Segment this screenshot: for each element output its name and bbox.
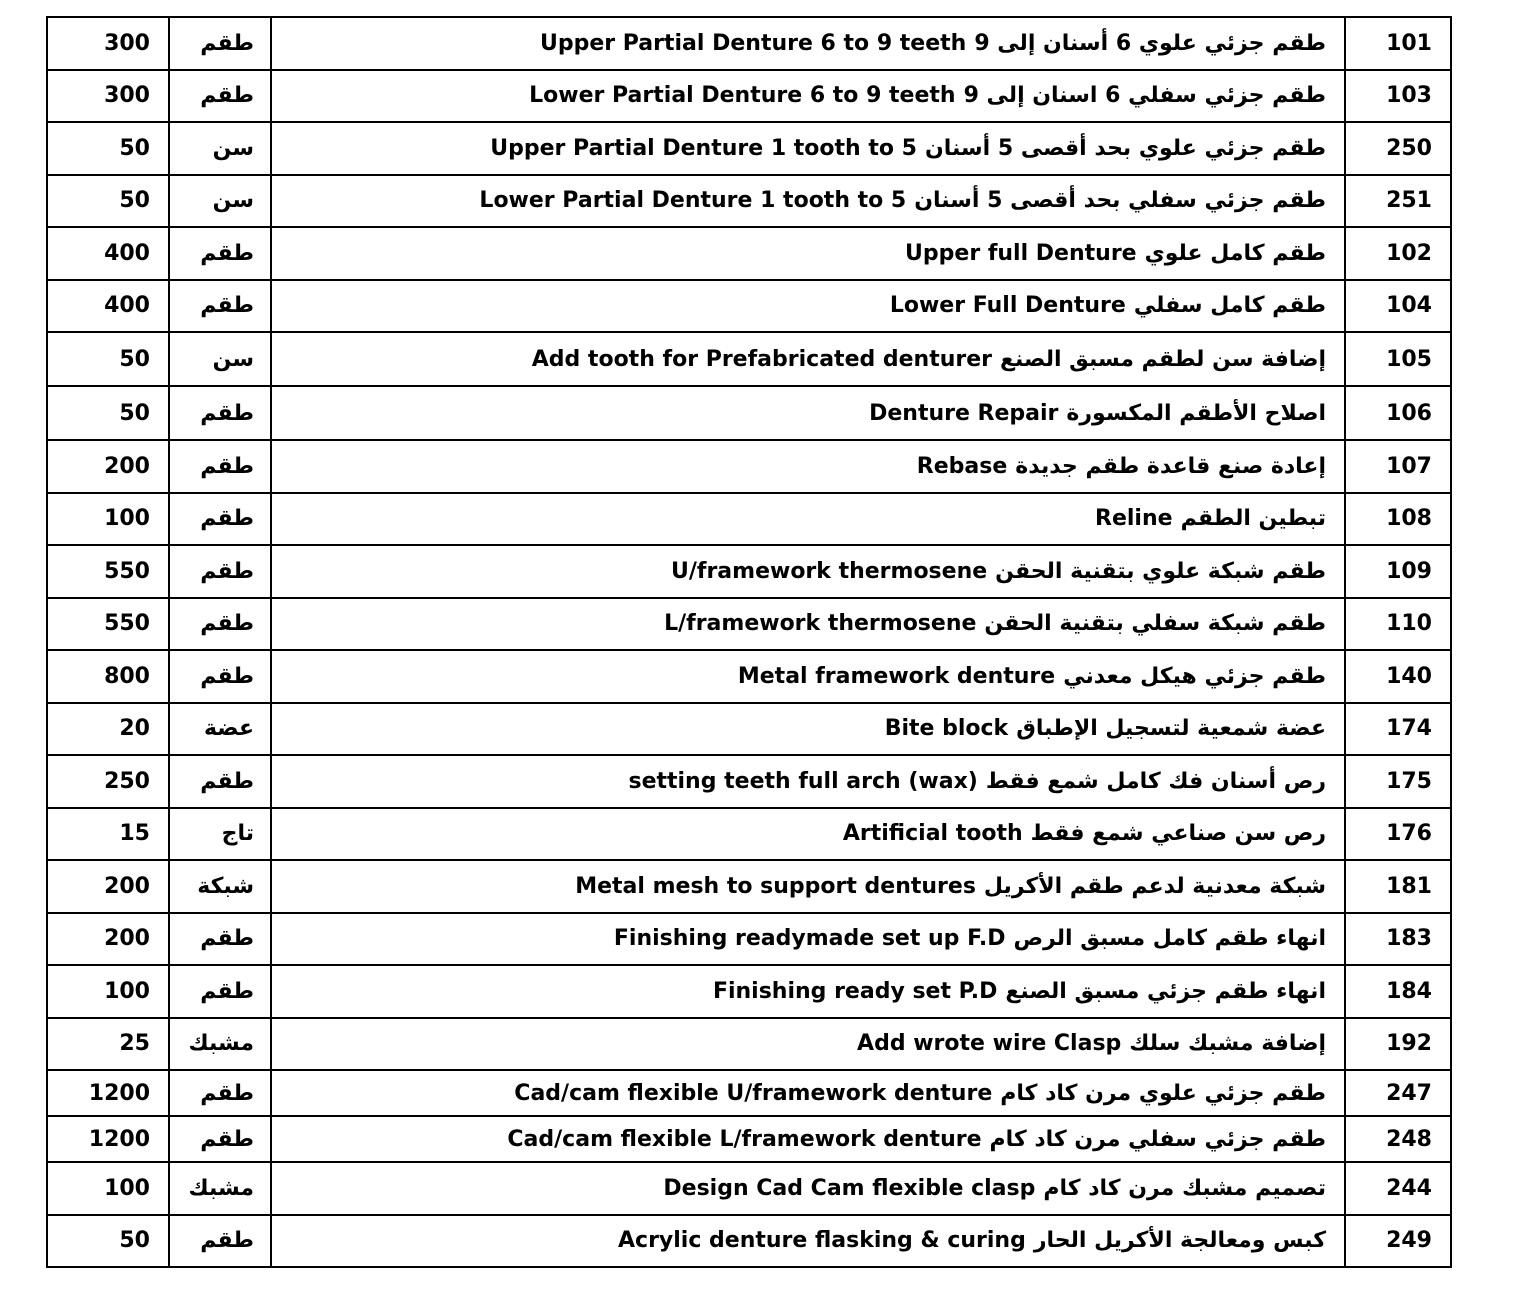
price-cell: 100 [47,965,169,1018]
code-cell: 183 [1345,913,1451,966]
unit-cell: عضة [169,703,271,756]
price-cell: 800 [47,650,169,703]
description-english: Finishing readymade set up F.D [613,926,1006,952]
description-arabic: طقم شبكة سفلي بتقنية الحقن [984,611,1326,637]
table-row [47,965,1451,1018]
description-arabic: اصلاح الأطقم المكسورة [1066,400,1326,426]
description-english: Add tooth for Prefabricated denturer [531,346,993,372]
unit-cell: شبكة [169,860,271,913]
description-cell [271,1116,1345,1162]
price-cell: 50 [47,1215,169,1268]
description-cell [271,440,1345,493]
description-arabic: إضافة مشبك سلك [1129,1031,1326,1057]
price-cell: 20 [47,703,169,756]
code-cell: 247 [1345,1070,1451,1116]
description-arabic: انهاء طقم كامل مسبق الرص [1013,926,1326,952]
description-arabic: طقم جزئي سفلي بحد أقصى 5 أسنان [914,188,1326,214]
description-cell [271,1018,1345,1071]
description-cell [271,755,1345,808]
price-cell: 200 [47,913,169,966]
description-cell [271,703,1345,756]
price-cell: 50 [47,122,169,175]
table-row [47,598,1451,651]
table-row [47,913,1451,966]
description-arabic: إضافة سن لطقم مسبق الصنع [1000,346,1326,372]
code-cell: 109 [1345,545,1451,598]
table-row [47,860,1451,913]
unit-cell: طقم [169,17,271,70]
table-row [47,1162,1451,1215]
description-english: Rebase [916,453,1008,479]
price-cell: 300 [47,17,169,70]
description-english: Metal framework denture [737,663,1056,689]
description-arabic: انهاء طقم جزئي مسبق الصنع [1005,978,1326,1004]
description-english: Lower Partial Denture 6 to 9 teeth [529,83,956,109]
unit-cell: سن [169,332,271,386]
description-arabic: طقم شبكة علوي بتقنية الحقن [995,558,1326,584]
description-cell [271,17,1345,70]
price-cell: 200 [47,440,169,493]
code-cell: 184 [1345,965,1451,1018]
unit-cell: سن [169,175,271,228]
description-english: Add wrote wire Clasp [857,1031,1122,1057]
description-arabic: تصميم مشبك مرن كاد كام [1043,1175,1326,1201]
table-row [47,280,1451,333]
description-cell [271,1070,1345,1116]
description-arabic: رص سن صناعي شمع فقط [1030,821,1326,847]
description-cell [271,965,1345,1018]
unit-cell: طقم [169,913,271,966]
code-cell: 192 [1345,1018,1451,1071]
unit-cell: طقم [169,386,271,440]
description-arabic: تبطين الطقم [1180,506,1326,532]
description-cell [271,808,1345,861]
table-row [47,1215,1451,1268]
price-cell: 300 [47,70,169,123]
description-arabic: إعادة صنع قاعدة طقم جديدة [1015,453,1326,479]
code-cell: 104 [1345,280,1451,333]
table-row [47,703,1451,756]
table-row [47,227,1451,280]
description-cell [271,386,1345,440]
price-cell: 400 [47,227,169,280]
description-arabic: طقم جزئي سفلي مرن كاد كام [989,1126,1326,1152]
code-cell: 103 [1345,70,1451,123]
table-row [47,70,1451,123]
description-cell [271,122,1345,175]
price-cell: 50 [47,386,169,440]
description-english: Design Cad Cam flexible clasp [663,1175,1036,1201]
description-cell [271,860,1345,913]
price-list-body [47,17,1451,1267]
table-row [47,17,1451,70]
description-arabic: طقم جزئي علوي 6 أسنان إلى 9 [974,30,1326,56]
unit-cell: طقم [169,598,271,651]
description-english: Reline [1095,506,1173,532]
price-cell: 250 [47,755,169,808]
description-english: Upper Partial Denture 1 tooth to 5 [490,135,917,161]
code-cell: 248 [1345,1116,1451,1162]
price-cell: 400 [47,280,169,333]
unit-cell: طقم [169,440,271,493]
table-row [47,808,1451,861]
description-arabic: طقم جزئي علوي بحد أقصى 5 أسنان [924,135,1326,161]
price-cell: 15 [47,808,169,861]
description-cell [271,650,1345,703]
unit-cell: مشبك [169,1162,271,1215]
code-cell: 249 [1345,1215,1451,1268]
unit-cell: طقم [169,1116,271,1162]
code-cell: 102 [1345,227,1451,280]
table-row [47,755,1451,808]
code-cell: 244 [1345,1162,1451,1215]
code-cell: 108 [1345,493,1451,546]
description-english: Artificial tooth [842,821,1023,847]
description-english: Bite block [884,716,1009,742]
unit-cell: طقم [169,1215,271,1268]
price-cell: 25 [47,1018,169,1071]
price-cell: 550 [47,545,169,598]
unit-cell: طقم [169,280,271,333]
unit-cell: طقم [169,227,271,280]
description-english: setting teeth full arch (wax) [628,768,978,794]
description-english: U/framework thermosene [670,558,988,584]
unit-cell: طقم [169,1070,271,1116]
description-english: Lower Partial Denture 1 tooth to 5 [479,188,907,214]
code-cell: 105 [1345,332,1451,386]
table-row [47,175,1451,228]
description-cell [271,545,1345,598]
code-cell: 106 [1345,386,1451,440]
price-cell: 50 [47,332,169,386]
description-cell [271,227,1345,280]
description-arabic: طقم كامل علوي [1144,240,1326,266]
price-list-table [46,16,1452,1268]
code-cell: 181 [1345,860,1451,913]
table-row [47,1018,1451,1071]
description-english: L/framework thermosene [664,611,977,637]
description-english: Denture Repair [869,400,1059,426]
description-cell [271,1162,1345,1215]
description-cell [271,70,1345,123]
description-english: Lower Full Denture [889,293,1126,319]
description-arabic: طقم جزئي علوي مرن كاد كام [1000,1080,1326,1106]
description-cell [271,598,1345,651]
price-cell: 100 [47,493,169,546]
table-row [47,122,1451,175]
code-cell: 175 [1345,755,1451,808]
unit-cell: طقم [169,650,271,703]
price-cell: 550 [47,598,169,651]
unit-cell: تاج [169,808,271,861]
code-cell: 140 [1345,650,1451,703]
unit-cell: مشبك [169,1018,271,1071]
description-cell [271,280,1345,333]
code-cell: 251 [1345,175,1451,228]
description-cell [271,175,1345,228]
unit-cell: طقم [169,70,271,123]
unit-cell: طقم [169,965,271,1018]
code-cell: 176 [1345,808,1451,861]
price-cell: 50 [47,175,169,228]
price-cell: 1200 [47,1116,169,1162]
unit-cell: طقم [169,545,271,598]
code-cell: 110 [1345,598,1451,651]
description-arabic: عضة شمعية لتسجيل الإطباق [1016,716,1326,742]
code-cell: 174 [1345,703,1451,756]
code-cell: 101 [1345,17,1451,70]
description-cell [271,913,1345,966]
price-cell: 100 [47,1162,169,1215]
description-arabic: كبس ومعالجة الأكريل الحار [1033,1228,1326,1254]
unit-cell: سن [169,122,271,175]
unit-cell: طقم [169,755,271,808]
description-english: Upper full Denture [905,240,1137,266]
description-arabic: طقم جزئي سفلي 6 اسنان إلى 9 [963,83,1326,109]
table-row [47,1070,1451,1116]
table-row [47,545,1451,598]
description-cell [271,493,1345,546]
description-cell [271,332,1345,386]
description-english: Metal mesh to support dentures [575,873,976,899]
description-english: Cad/cam flexible L/framework denture [507,1126,982,1152]
description-english: Upper Partial Denture 6 to 9 teeth [539,30,967,56]
description-arabic: طقم كامل سفلي [1133,293,1326,319]
code-cell: 250 [1345,122,1451,175]
table-row [47,493,1451,546]
description-cell [271,1215,1345,1268]
table-row [47,650,1451,703]
code-cell: 107 [1345,440,1451,493]
table-row [47,332,1451,386]
description-english: Acrylic denture flasking & curing [618,1228,1026,1254]
description-english: Finishing ready set P.D [712,978,998,1004]
unit-cell: طقم [169,493,271,546]
table-row [47,1116,1451,1162]
price-cell: 1200 [47,1070,169,1116]
price-cell: 200 [47,860,169,913]
description-arabic: طقم جزئي هيكل معدني [1063,663,1326,689]
description-english: Cad/cam flexible U/framework denture [514,1080,993,1106]
description-arabic: شبكة معدنية لدعم طقم الأكريل [983,873,1326,899]
table-row [47,386,1451,440]
table-row [47,440,1451,493]
description-arabic: رص أسنان فك كامل شمع فقط [985,768,1326,794]
